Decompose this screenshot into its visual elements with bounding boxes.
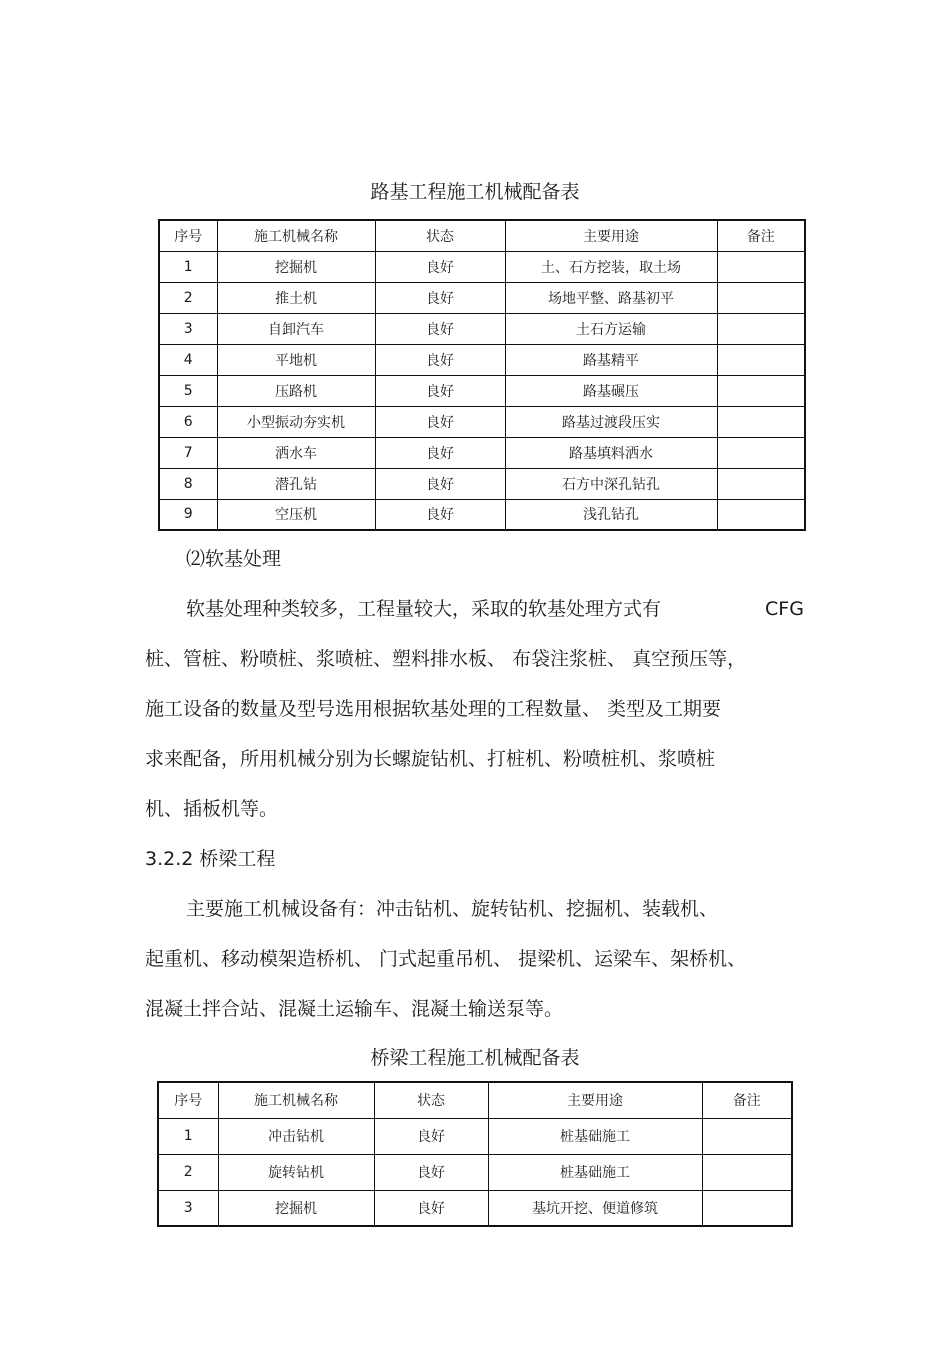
table-cell: 良好 — [375, 375, 505, 406]
table-cell: 自卸汽车 — [217, 313, 375, 344]
table-cell: 桩基础施工 — [488, 1154, 702, 1190]
table-cell — [702, 1154, 792, 1190]
table-cell: 旋转钻机 — [218, 1154, 374, 1190]
table-cell: 压路机 — [217, 375, 375, 406]
table-cell: 冲击钻机 — [218, 1118, 374, 1154]
bridge-equipment-table — [157, 1081, 793, 1227]
paragraph-line: 施工设备的数量及型号选用根据软基处理的工程数量、 类型及工期要 — [145, 698, 722, 720]
table-cell: 土、石方挖装，取土场 — [505, 251, 717, 282]
paragraph-line: 机、插板机等。 — [145, 798, 279, 820]
table-cell: 2 — [159, 282, 217, 313]
roadbed-equipment-table — [158, 219, 806, 531]
table-cell: 石方中深孔钻孔 — [505, 468, 717, 499]
table-cell — [717, 344, 805, 375]
section-heading-soft-base: ⑵软基处理 — [186, 548, 282, 570]
table-cell: 5 — [159, 375, 217, 406]
table-cell: 良好 — [375, 437, 505, 468]
table-row — [158, 1190, 792, 1226]
table-cell: 挖掘机 — [218, 1190, 374, 1226]
table-cell: 挖掘机 — [217, 251, 375, 282]
table-cell: 良好 — [374, 1190, 488, 1226]
table-cell: 3 — [158, 1190, 218, 1226]
table-cell: 2 — [158, 1154, 218, 1190]
table-row — [159, 406, 805, 437]
table-row — [159, 499, 805, 530]
table-cell: 浅孔钻孔 — [505, 499, 717, 530]
table-cell: 良好 — [374, 1118, 488, 1154]
table-cell — [717, 375, 805, 406]
column-header: 状态 — [375, 220, 505, 251]
table-header-row — [159, 220, 805, 251]
section-heading-bridge: 3.2.2 桥梁工程 — [145, 848, 276, 870]
paragraph-line: 求来配备，所用机械分别为长螺旋钻机、打桩机、粉喷桩机、浆喷桩 — [145, 748, 716, 770]
table-cell: 桩基础施工 — [488, 1118, 702, 1154]
table-cell — [702, 1190, 792, 1226]
table-cell: 9 — [159, 499, 217, 530]
table-header-row — [158, 1082, 792, 1118]
table-cell — [717, 406, 805, 437]
table-cell — [717, 313, 805, 344]
table-cell: 平地机 — [217, 344, 375, 375]
column-header: 序号 — [158, 1082, 218, 1118]
table-cell: 洒水车 — [217, 437, 375, 468]
table-cell: 4 — [159, 344, 217, 375]
inline-term-cfg: CFG — [765, 598, 804, 620]
column-header: 备注 — [702, 1082, 792, 1118]
table-cell: 路基碾压 — [505, 375, 717, 406]
table-row — [159, 282, 805, 313]
table-cell: 良好 — [375, 344, 505, 375]
table-cell: 小型振动夯实机 — [217, 406, 375, 437]
table-cell: 6 — [159, 406, 217, 437]
table-cell: 土石方运输 — [505, 313, 717, 344]
column-header: 序号 — [159, 220, 217, 251]
table-cell: 良好 — [375, 406, 505, 437]
column-header: 施工机械名称 — [218, 1082, 374, 1118]
table-title-roadbed: 路基工程施工机械配备表 — [370, 181, 580, 203]
table-row — [158, 1154, 792, 1190]
table-cell: 1 — [159, 251, 217, 282]
table-cell — [717, 282, 805, 313]
table-row — [159, 344, 805, 375]
table-cell: 良好 — [374, 1154, 488, 1190]
table-cell: 路基填料洒水 — [505, 437, 717, 468]
table-cell: 良好 — [375, 313, 505, 344]
table-cell — [717, 251, 805, 282]
table-title-bridge: 桥梁工程施工机械配备表 — [370, 1047, 580, 1069]
table-cell: 良好 — [375, 282, 505, 313]
column-header: 主要用途 — [505, 220, 717, 251]
table-cell: 7 — [159, 437, 217, 468]
table-row — [159, 375, 805, 406]
table-row — [158, 1118, 792, 1154]
table-cell: 场地平整、路基初平 — [505, 282, 717, 313]
table-cell — [717, 468, 805, 499]
table-cell: 1 — [158, 1118, 218, 1154]
column-header: 状态 — [374, 1082, 488, 1118]
table-cell: 潜孔钻 — [217, 468, 375, 499]
table-cell: 推土机 — [217, 282, 375, 313]
table-cell: 良好 — [375, 251, 505, 282]
table-row — [159, 313, 805, 344]
table-cell: 空压机 — [217, 499, 375, 530]
table-row — [159, 437, 805, 468]
paragraph-line: 软基处理种类较多，工程量较大，采取的软基处理方式有 — [186, 598, 662, 620]
table-cell — [702, 1118, 792, 1154]
paragraph-line: 主要施工机械设备有：冲击钻机、旋转钻机、挖掘机、装载机、 — [186, 898, 719, 920]
table-cell: 8 — [159, 468, 217, 499]
table-cell: 路基精平 — [505, 344, 717, 375]
paragraph-line: 起重机、移动模架造桥机、 门式起重吊机、 提梁机、运梁车、架桥机、 — [145, 948, 747, 970]
table-cell — [717, 499, 805, 530]
table-cell: 良好 — [375, 499, 505, 530]
table-cell: 良好 — [375, 468, 505, 499]
table-row — [159, 468, 805, 499]
column-header: 施工机械名称 — [217, 220, 375, 251]
table-cell — [717, 437, 805, 468]
table-row — [159, 251, 805, 282]
paragraph-line: 混凝土拌合站、混凝土运输车、混凝土输送泵等。 — [145, 998, 564, 1020]
table-cell: 路基过渡段压实 — [505, 406, 717, 437]
column-header: 备注 — [717, 220, 805, 251]
table-cell: 基坑开挖、便道修筑 — [488, 1190, 702, 1226]
column-header: 主要用途 — [488, 1082, 702, 1118]
table-cell: 3 — [159, 313, 217, 344]
paragraph-line: 桩、管桩、粉喷桩、浆喷桩、塑料排水板、 布袋注浆桩、 真空预压等， — [145, 648, 747, 670]
